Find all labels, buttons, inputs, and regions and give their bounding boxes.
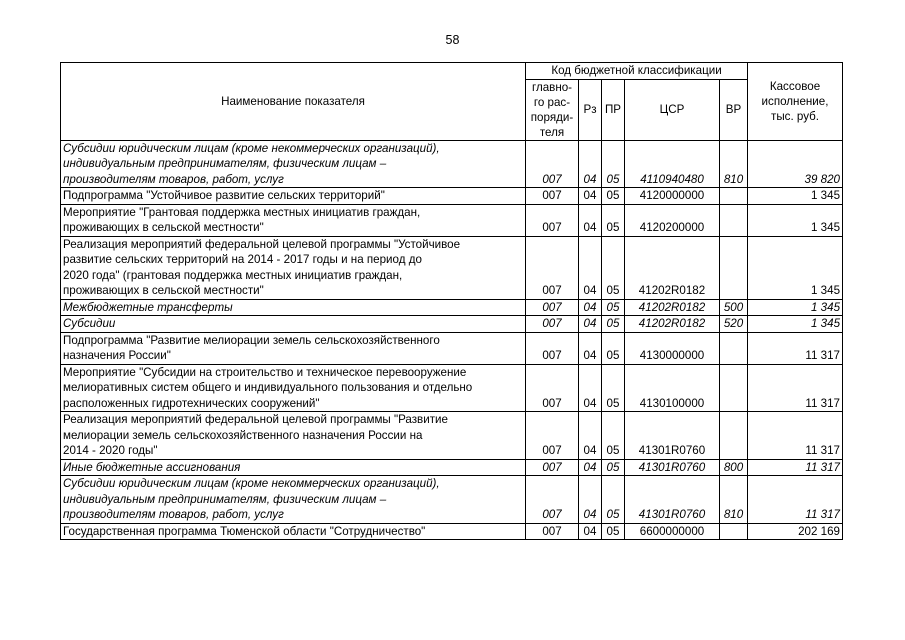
pr-code-cell: 05 [602, 140, 625, 188]
indicator-name-line: Иные бюджетные ассигнования [63, 460, 241, 474]
amount-cell: 39 820 [748, 140, 843, 188]
vr-code-cell: 810 [720, 476, 748, 524]
glavny-column-header [526, 79, 579, 140]
indicator-name-line: Реализация мероприятий федеральной целевой программы "Развитие [63, 413, 448, 426]
glavny-code-cell: 007 [526, 204, 579, 236]
rz-code-cell: 04 [579, 476, 602, 524]
pr-code-cell: 05 [602, 476, 625, 524]
indicator-name-line: мелиорации земель сельскохозяйственного назначения России на [63, 428, 423, 442]
indicator-name-line: мелиоративных систем общего и индивидуального пользования и отдельно [63, 381, 473, 394]
pr-code-cell: 05 [602, 412, 625, 460]
header-row-top [61, 63, 843, 80]
indicator-name-cell [61, 364, 526, 412]
table-row [61, 299, 843, 316]
rz-code-cell: 04 [579, 459, 602, 476]
csr-code-cell: 41301R0760 [625, 459, 720, 476]
table-row [61, 236, 843, 299]
table-row [61, 204, 843, 236]
glavny-code-cell: 007 [526, 412, 579, 460]
indicator-name-cell [61, 140, 526, 188]
glavny-code-cell: 007 [526, 299, 579, 316]
indicator-name-cell [61, 316, 526, 333]
rz-code-cell: 04 [579, 140, 602, 188]
pr-code-cell: 05 [602, 364, 625, 412]
csr-code-cell: 41202R0182 [625, 236, 720, 299]
csr-code-cell: 41202R0182 [625, 299, 720, 316]
csr-code-cell: 4130100000 [625, 364, 720, 412]
amount-cell: 11 317 [748, 459, 843, 476]
vr-code-cell: 500 [720, 299, 748, 316]
indicator-name-cell [61, 188, 526, 205]
vr-code-cell [720, 523, 748, 540]
glavny-code-cell: 007 [526, 236, 579, 299]
table-row [61, 188, 843, 205]
amount-cell: 11 317 [748, 364, 843, 412]
csr-code-cell: 41202R0182 [625, 316, 720, 333]
indicator-name-line: производителям товаров, работ, услуг [63, 508, 284, 521]
amount-cell: 1 345 [748, 188, 843, 205]
indicator-name-line: производителям товаров, работ, услуг [63, 172, 284, 186]
table-row [61, 459, 843, 476]
table-row [61, 316, 843, 333]
rz-code-cell: 04 [579, 299, 602, 316]
amount-cell: 202 169 [748, 523, 843, 540]
vr-code-cell: 800 [720, 459, 748, 476]
amount-cell: 11 317 [748, 332, 843, 364]
amount-cell: 11 317 [748, 476, 843, 524]
name-column-header: Наименование показателя [61, 63, 526, 141]
csr-code-cell: 41301R0760 [625, 476, 720, 524]
indicator-name-line: назначения России" [63, 349, 171, 362]
rz-code-cell: 04 [579, 523, 602, 540]
amount-cell: 11 317 [748, 412, 843, 460]
indicator-name-line: Государственная программа Тюменской области "Сотрудничество" [63, 524, 426, 538]
indicator-name-line: развитие сельских территорий на 2014 - 2017 годы и на период до [63, 253, 422, 266]
amount-cell: 1 345 [748, 236, 843, 299]
page-number: 58 [445, 33, 460, 47]
vr-code-cell [720, 332, 748, 364]
vr-code-cell: 810 [720, 140, 748, 188]
budget-table [60, 62, 843, 540]
csr-code-cell: 4120000000 [625, 188, 720, 205]
indicator-name-line: Подпрограмма "Развитие мелиорации земель сельскохозяйственного [63, 333, 440, 347]
indicator-name-line: проживающих в сельской местности" [63, 221, 264, 234]
vr-code-cell [720, 364, 748, 412]
table-row [61, 523, 843, 540]
glavny-code-cell: 007 [526, 332, 579, 364]
glavny-code-cell: 007 [526, 140, 579, 188]
glavny-code-cell: 007 [526, 476, 579, 524]
indicator-name-cell [61, 332, 526, 364]
pr-code-cell: 05 [602, 332, 625, 364]
amount-column-header [748, 63, 843, 141]
table-row [61, 412, 843, 460]
csr-column-header: ЦСР [625, 79, 720, 140]
code-group-header: Код бюджетной классификации [526, 63, 748, 80]
vr-code-cell [720, 412, 748, 460]
rz-column-header: Рз [579, 79, 602, 140]
glavny-code-cell: 007 [526, 459, 579, 476]
indicator-name-line: проживающих в сельской местности" [63, 284, 264, 297]
csr-code-cell: 4120200000 [625, 204, 720, 236]
amount-header-line: тыс. руб. [771, 109, 820, 123]
rz-code-cell: 04 [579, 204, 602, 236]
csr-code-cell: 4130000000 [625, 332, 720, 364]
indicator-name-line: Реализация мероприятий федеральной целевой программы "Устойчивое [63, 237, 461, 251]
table-row [61, 140, 843, 188]
rz-code-cell: 04 [579, 188, 602, 205]
glavny-code-cell: 007 [526, 188, 579, 205]
amount-cell: 1 345 [748, 316, 843, 333]
indicator-name-cell [61, 459, 526, 476]
csr-code-cell: 6600000000 [625, 523, 720, 540]
pr-code-cell: 05 [602, 523, 625, 540]
glavny-header-line: главно- [531, 80, 573, 94]
vr-code-cell [720, 204, 748, 236]
indicator-name-line: расположенных гидротехнических сооружений" [63, 396, 320, 410]
pr-code-cell: 05 [602, 204, 625, 236]
pr-code-cell: 05 [602, 459, 625, 476]
indicator-name-cell [61, 204, 526, 236]
vr-code-cell [720, 236, 748, 299]
indicator-name-cell [61, 299, 526, 316]
indicator-name-cell [61, 523, 526, 540]
indicator-name-line: 2014 - 2020 годы" [63, 444, 158, 457]
rz-code-cell: 04 [579, 332, 602, 364]
glavny-header-line: го рас- [533, 95, 571, 109]
csr-code-cell: 41301R0760 [625, 412, 720, 460]
rz-code-cell: 04 [579, 412, 602, 460]
pr-code-cell: 05 [602, 299, 625, 316]
indicator-name-line: Мероприятие "Субсидии на строительство и техническое перевооружение [63, 365, 467, 379]
pr-code-cell: 05 [602, 316, 625, 333]
rz-code-cell: 04 [579, 236, 602, 299]
indicator-name-cell [61, 412, 526, 460]
vr-code-cell: 520 [720, 316, 748, 333]
vr-code-cell [720, 188, 748, 205]
table-row [61, 476, 843, 524]
pr-code-cell: 05 [602, 188, 625, 205]
csr-code-cell: 4110940480 [625, 140, 720, 188]
glavny-header-line: поряди- [530, 110, 574, 124]
table-row [61, 364, 843, 412]
indicator-name-line: Субсидии юридическим лицам (кроме некоммерческих организаций), [63, 477, 440, 490]
indicator-name-line: Подпрограмма "Устойчивое развитие сельских территорий" [63, 189, 385, 202]
glavny-header-line: теля [539, 125, 565, 139]
glavny-code-cell: 007 [526, 316, 579, 333]
indicator-name-cell [61, 476, 526, 524]
pr-code-cell: 05 [602, 236, 625, 299]
indicator-name-line: Мероприятие "Грантовая поддержка местных инициатив граждан, [63, 205, 421, 219]
glavny-code-cell: 007 [526, 523, 579, 540]
indicator-name-line: индивидуальным предпринимателям, физическим лицам – [63, 492, 387, 506]
indicator-name-cell [61, 236, 526, 299]
amount-header-line: исполнение, [761, 94, 829, 108]
glavny-code-cell: 007 [526, 364, 579, 412]
indicator-name-line: Межбюджетные трансферты [63, 300, 233, 314]
indicator-name-line: Субсидии юридическим лицам (кроме некоммерческих организаций), [63, 141, 440, 155]
rz-code-cell: 04 [579, 364, 602, 412]
rz-code-cell: 04 [579, 316, 602, 333]
indicator-name-line: 2020 года" (грантовая поддержка местных инициатив граждан, [63, 268, 403, 282]
amount-cell: 1 345 [748, 299, 843, 316]
indicator-name-line: Субсидии [63, 317, 116, 330]
amount-cell: 1 345 [748, 204, 843, 236]
table-row [61, 332, 843, 364]
amount-header-line: Кассовое [769, 79, 821, 93]
indicator-name-line: индивидуальным предпринимателям, физическим лицам – [63, 157, 387, 170]
table-body [61, 140, 843, 540]
pr-column-header: ПР [602, 79, 625, 140]
vr-column-header: ВР [720, 79, 748, 140]
